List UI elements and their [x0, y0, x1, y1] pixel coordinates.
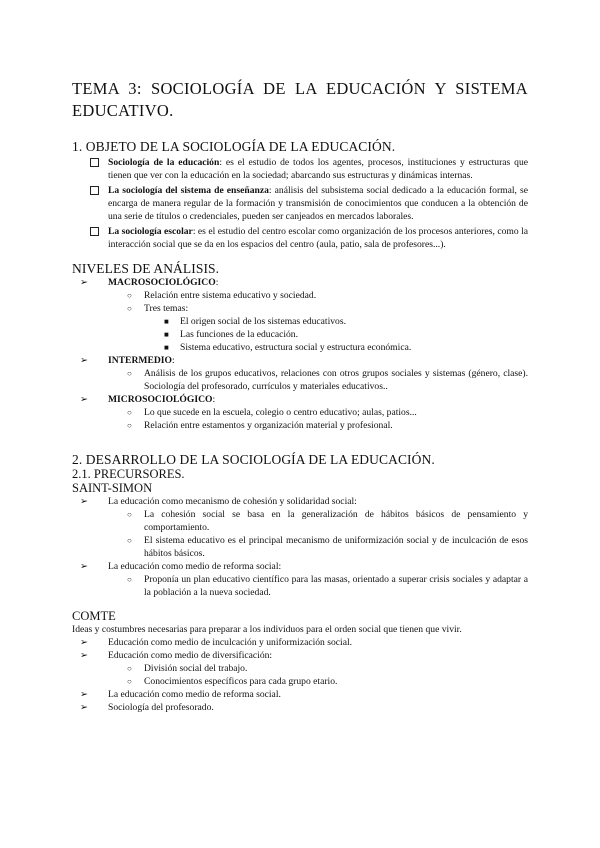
- definition-term: La sociología del sistema de enseñanza: [108, 185, 269, 196]
- arrow-bullet-icon: ➢: [80, 689, 89, 700]
- definition-text: : es el estudio de todos los agentes, procesos, instituciones y estructuras que tienen que ver con la educación en la sociedad; abarcando sus estructuras y dinámicas internas.: [108, 157, 529, 181]
- list-item: [72, 675, 528, 688]
- list-item-text: Sistema educativo, estructura social y estructura económica.: [180, 342, 412, 353]
- list-item-text: División social del trabajo.: [144, 663, 248, 674]
- square-bullet-icon: ■: [164, 317, 169, 326]
- list-item: [72, 560, 528, 573]
- list-item: [72, 341, 528, 354]
- list-item-text: La educación como medio de reforma social.: [108, 689, 281, 700]
- level-intermedio: ➢ INTERMEDIO:: [80, 355, 175, 366]
- checkbox-icon: [90, 186, 99, 195]
- arrow-bullet-icon: ➢: [80, 561, 89, 572]
- level-macro: ➢ MACROSOCIOLÓGICO:: [80, 277, 219, 288]
- circle-bullet-icon: ○: [127, 408, 132, 417]
- list-item: [72, 367, 528, 393]
- section2-subheading: 2.1. PRECURSORES.: [72, 467, 185, 481]
- document-title: TEMA 3: SOCIOLOGÍA DE LA EDUCACIÓN Y SISTEMA EDUCATIVO.: [72, 79, 528, 120]
- list-item-text: Conocimientos específicos para cada grupo etario.: [144, 676, 338, 687]
- list-item-text: Tres temas:: [144, 303, 189, 314]
- list-item: [72, 289, 528, 302]
- level-label: MICROSOCIOLÓGICO: [108, 394, 213, 405]
- list-item: [72, 688, 528, 701]
- checkbox-icon: [90, 227, 99, 236]
- list-item: [72, 315, 528, 328]
- level-label: INTERMEDIO: [108, 355, 172, 366]
- arrow-bullet-icon: ➢: [80, 650, 89, 661]
- arrow-bullet-icon: ➢: [80, 702, 89, 713]
- list-item: [72, 649, 528, 662]
- list-item: [72, 534, 528, 560]
- definition-term: Sociología de la educación: [108, 157, 220, 168]
- list-item: [72, 636, 528, 649]
- list-item: [72, 419, 528, 432]
- list-item-text: Proponía un plan educativo científico para las masas, orientado a superar crisis sociales y adaptar a la población a la nueva sociedad.: [144, 574, 528, 598]
- level-label: MACROSOCIOLÓGICO: [108, 277, 216, 288]
- list-item: [72, 662, 528, 675]
- list-item: [72, 495, 528, 508]
- arrow-bullet-icon: ➢: [80, 355, 89, 366]
- circle-bullet-icon: ○: [127, 664, 132, 673]
- square-bullet-icon: ■: [164, 343, 169, 352]
- circle-bullet-icon: ○: [127, 421, 132, 430]
- circle-bullet-icon: ○: [127, 536, 132, 545]
- list-item-text: Relación entre estamentos y organización material y profesional.: [144, 420, 393, 431]
- section2-heading: 2. DESARROLLO DE LA SOCIOLOGÍA DE LA EDUCACIÓN.: [72, 452, 435, 467]
- arrow-bullet-icon: ➢: [80, 637, 89, 648]
- definition-item: [72, 184, 528, 223]
- list-item-text: La educación como mecanismo de cohesión y solidaridad social:: [108, 496, 357, 507]
- list-item-text: El origen social de los sistemas educativos.: [180, 316, 346, 327]
- list-item-text: Educación como medio de diversificación:: [108, 650, 273, 661]
- list-item-text: Análisis de los grupos educativos, relaciones con otros grupos sociales y sistemas (género, clase). Sociología del profesorado, currículos y materiales educativos..: [144, 368, 528, 392]
- list-item-text: La cohesión social se basa en la generalización de hábitos básicos de pensamiento y comportamiento.: [144, 509, 528, 533]
- definition-item: [72, 225, 528, 251]
- list-item: [72, 328, 528, 341]
- square-bullet-icon: ■: [164, 330, 169, 339]
- list-item: [72, 701, 528, 714]
- arrow-bullet-icon: ➢: [80, 496, 89, 507]
- circle-bullet-icon: ○: [127, 291, 132, 300]
- list-item-text: La educación como medio de reforma social:: [108, 561, 282, 572]
- list-item-text: Las funciones de la educación.: [180, 329, 299, 340]
- list-item-text: El sistema educativo es el principal mecanismo de uniformización social y de inculcación de esos hábitos básicos.: [144, 535, 528, 559]
- definition-text: : es el estudio del centro escolar como organización de los procesos anteriores, como la interacción social que se da en los espacios del centro (aula, patio, sala de profesores...).: [108, 226, 528, 250]
- arrow-bullet-icon: ➢: [80, 277, 89, 288]
- arrow-bullet-icon: ➢: [80, 394, 89, 405]
- list-item: [72, 406, 528, 419]
- level-micro: ➢ MICROSOCIOLÓGICO:: [80, 394, 216, 405]
- saint-simon-heading: SAINT-SIMON: [72, 481, 153, 495]
- circle-bullet-icon: ○: [127, 510, 132, 519]
- comte-intro: Ideas y costumbres necesarias para preparar a los individuos para el orden social que tienen que vivir.: [72, 624, 462, 635]
- list-item-text: Relación entre sistema educativo y sociedad.: [144, 290, 317, 301]
- definition-text: : análisis del subsistema social dedicado a la educación formal, se encarga de manera regular de la formación y transmisión de conocimientos que conducen a la obtención de una serie de títulos o credenciales, pueden ser canjeados en mercados laborales.: [108, 185, 528, 222]
- definition-term: La sociología escolar: [108, 226, 193, 237]
- list-item-text: Lo que sucede en la escuela, colegio o centro educativo; aulas, patios...: [144, 407, 417, 418]
- checkbox-icon: [90, 158, 99, 167]
- list-item: [72, 573, 528, 599]
- definition-item: [72, 156, 528, 182]
- circle-bullet-icon: ○: [127, 575, 132, 584]
- circle-bullet-icon: ○: [127, 369, 132, 378]
- circle-bullet-icon: ○: [127, 677, 132, 686]
- circle-bullet-icon: ○: [127, 304, 132, 313]
- section1-heading: 1. OBJETO DE LA SOCIOLOGÍA DE LA EDUCACIÓN.: [72, 139, 396, 154]
- list-item: [72, 302, 528, 315]
- niveles-heading: NIVELES DE ANÁLISIS.: [72, 261, 220, 276]
- list-item: [72, 508, 528, 534]
- comte-heading: COMTE: [72, 609, 116, 623]
- list-item-text: Educación como medio de inculcación y uniformización social.: [108, 637, 353, 648]
- list-item-text: Sociología del profesorado.: [108, 702, 214, 713]
